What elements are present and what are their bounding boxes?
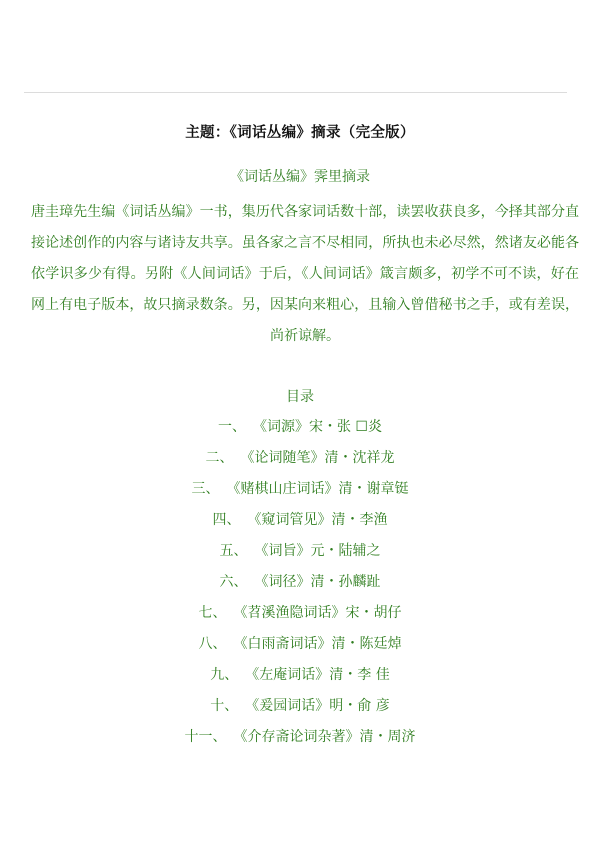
toc-item-number: 五、: [219, 543, 248, 559]
toc-item-text: 《词源》宋・张 ☐炎: [259, 419, 382, 435]
toc-item-5[interactable]: [0, 536, 600, 567]
toc-title: 目录: [286, 389, 314, 405]
intro-line: 唐圭璋先生编《词话丛编》一书，集历代各家词话数十部，读罢收获良多，今择其部分直: [31, 204, 579, 220]
toc-item-text: 《论词随笔》清・沈祥龙: [247, 450, 395, 466]
toc-item-number: 一、: [217, 419, 246, 435]
toc-item-text: 《苕溪渔隐词话》宋・胡仔: [240, 605, 402, 621]
toc-item-number: 十、: [210, 698, 239, 714]
toc-item-text: 《窥词管见》清・李渔: [254, 512, 388, 528]
toc-item-3[interactable]: [0, 474, 600, 505]
intro-line: 网上有电子版本，故只摘录数条。另，因某向来粗心，且输入曾借秘书之手，或有差误，: [31, 297, 579, 313]
toc-item-text: 《白雨斋词话》清・陈廷焯: [240, 636, 402, 652]
toc-item-text: 《左庵词话》清・李 佳: [252, 667, 390, 683]
post-title: 主题：《词话丛编》摘录（完全版）: [185, 124, 415, 141]
intro-line: 接论述创作的内容与诸诗友共享。虽各家之言不尽相同，所执也未必尽然，然诸友必能各: [31, 235, 579, 251]
toc-item-text: 《爰园词话》明・俞 彦: [252, 698, 390, 714]
toc-item-6[interactable]: [0, 567, 600, 598]
toc-item-text: 《赌棋山庄词话》清・谢章铤: [233, 481, 409, 497]
intro-line: 依学识多少有得。另附《人间词话》于后，《人间词话》箴言颇多，初学不可不读，好在: [31, 266, 579, 282]
toc-item-2[interactable]: [0, 443, 600, 474]
toc-item-4[interactable]: [0, 505, 600, 536]
toc-item-number: 四、: [212, 512, 241, 528]
toc-item-number: 十一、: [184, 729, 227, 745]
toc-item-number: 八、: [198, 636, 227, 652]
toc-item-number: 七、: [198, 605, 227, 621]
toc-item-number: 二、: [205, 450, 234, 466]
toc-item-text: 《词旨》元・陆辅之: [261, 543, 381, 559]
toc-item-9[interactable]: [0, 660, 600, 691]
toc-item-number: 三、: [191, 481, 220, 497]
article-subtitle: 《词话丛编》霁里摘录: [230, 169, 370, 185]
toc-item-8[interactable]: [0, 629, 600, 660]
toc-item-1[interactable]: [0, 412, 600, 443]
table-of-contents: [0, 382, 600, 753]
intro-line: 尚祈谅解。: [270, 328, 340, 344]
toc-item-11[interactable]: [0, 722, 600, 753]
toc-item-text: 《介存斋论词杂著》清・周济: [240, 729, 416, 745]
toc-item-7[interactable]: [0, 598, 600, 629]
toc-item-text: 《词径》清・孙麟趾: [261, 574, 381, 590]
toc-item-number: 六、: [219, 574, 248, 590]
toc-item-number: 九、: [210, 667, 239, 683]
toc-item-10[interactable]: [0, 691, 600, 722]
toc-list: [0, 412, 600, 753]
intro-paragraph: [31, 197, 579, 352]
header-divider: [24, 92, 567, 93]
